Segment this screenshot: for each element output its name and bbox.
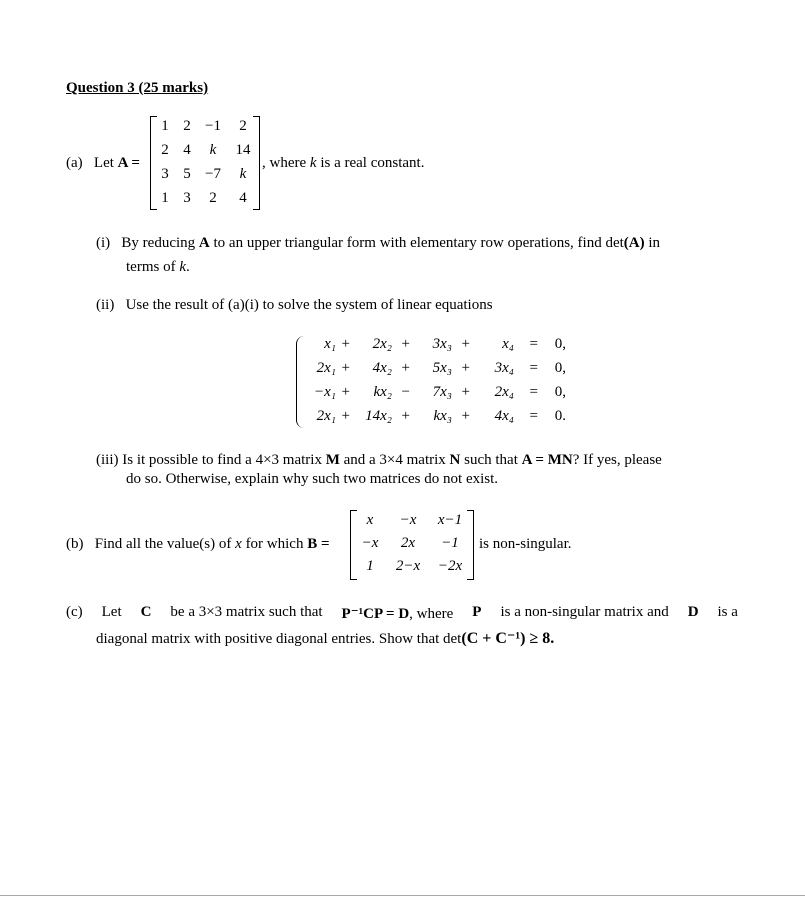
system-cell: +: [461, 336, 470, 352]
part-c-t1: Let: [101, 604, 122, 620]
matrix-A-cell: k: [209, 142, 217, 158]
part-a-iii-t4: ? If yes, please: [572, 452, 662, 468]
system-cell: 0,: [554, 336, 566, 352]
system-cell: 2x₁: [316, 360, 336, 376]
part-c-t5: is a: [717, 604, 738, 620]
part-c-line2: [96, 628, 554, 648]
part-a-i-period: .: [186, 259, 190, 275]
matrix-A: [150, 116, 260, 210]
matrix-A-cell: 1: [161, 118, 169, 134]
part-a-i-text1: By reducing: [121, 235, 196, 251]
part-c-eq: P⁻¹CP = D: [341, 606, 410, 622]
matrix-A-right-bracket: [253, 116, 260, 210]
system-cell: 3x₄: [494, 360, 514, 376]
part-a-iii-t2: and a 3×4 matrix: [343, 452, 446, 468]
system-cell: +: [401, 336, 410, 352]
part-c-expr: (C + C⁻¹) ≥ 8.: [461, 630, 555, 647]
part-a-iii-t1: Is it possible to find a 4×3 matrix: [122, 452, 322, 468]
matrix-A-cell: 2: [161, 142, 169, 158]
part-a-i-text2: to an upper triangular form with elementary row operations, find det: [213, 235, 624, 251]
system-cell: +: [401, 408, 410, 424]
system-cell: −x₁: [314, 384, 336, 400]
matrix-B-cell: −1: [441, 535, 459, 551]
matrix-B-cell: −x: [361, 535, 379, 551]
part-a-i-line1: [96, 235, 660, 252]
part-a-where: , where: [262, 155, 307, 171]
part-b-B-eq: B =: [307, 536, 330, 552]
part-a-i-text4: terms of: [126, 259, 176, 275]
system-cell: 2x₄: [494, 384, 514, 400]
part-c-C: C: [140, 604, 152, 620]
matrix-A-cell: 14: [235, 142, 251, 158]
part-c-P: P: [472, 604, 482, 620]
part-a-i-label: (i): [96, 235, 111, 251]
part-b-label: (b): [66, 536, 84, 552]
matrix-B-cell: x−1: [437, 512, 463, 528]
part-a-ii-text: Use the result of (a)(i) to solve the system of linear equations: [125, 297, 493, 313]
part-b-t1: Find all the value(s) of: [94, 536, 232, 552]
part-a-i-detA: (A): [623, 235, 645, 251]
system-cell: x₄: [502, 336, 514, 352]
matrix-B-cell: −2x: [437, 558, 463, 574]
part-c-line2-text: diagonal matrix with positive diagonal entries. Show that det: [96, 631, 462, 647]
matrix-A-cell: −1: [205, 118, 221, 134]
system-cell: x₁: [324, 336, 336, 352]
system-cell: +: [461, 408, 470, 424]
system-cell: 7x₃: [432, 384, 452, 400]
matrix-A-cell: 5: [183, 166, 191, 182]
system-cell: 0,: [554, 384, 566, 400]
matrix-A-cell: 4: [183, 142, 191, 158]
system-cell: =: [529, 336, 538, 352]
part-c-D: D: [687, 604, 699, 620]
system-cell: +: [401, 360, 410, 376]
page-bottom-edge: [0, 895, 805, 896]
part-c-line1: [66, 604, 738, 623]
part-a-iii-eq: A = MN: [521, 452, 573, 468]
system-cell: =: [529, 384, 538, 400]
system-cell: =: [529, 360, 538, 376]
matrix-B-cell: 2−x: [395, 558, 421, 574]
system-cell: 0.: [554, 408, 566, 424]
linear-system: [296, 334, 586, 430]
part-a-i-k: k: [179, 259, 186, 275]
matrix-B-cell: −x: [399, 512, 417, 528]
matrix-B: [350, 510, 474, 580]
matrix-A-cell: 1: [161, 190, 169, 206]
part-a-A-eq: A =: [117, 155, 140, 171]
system-cell: 0,: [554, 360, 566, 376]
part-b-t2: for which: [245, 536, 304, 552]
part-a-iii-line2: do so. Otherwise, explain why such two matrices do not exist.: [126, 471, 499, 487]
system-cell: 5x₃: [432, 360, 452, 376]
system-cell: +: [341, 360, 350, 376]
matrix-B-cell: 2x: [400, 535, 416, 551]
part-a-constant: is a real constant.: [320, 155, 425, 171]
system-cell: 4x₂: [372, 360, 392, 376]
part-a-k: k: [309, 155, 317, 171]
matrix-A-cell: 3: [161, 166, 169, 182]
matrix-A-cell: k: [239, 166, 247, 182]
system-cell: +: [341, 408, 350, 424]
system-cell: +: [341, 336, 350, 352]
matrix-A-cell: 2: [239, 118, 247, 134]
part-a-ii-label: (ii): [96, 297, 115, 313]
system-cell: +: [461, 384, 470, 400]
part-b-x: x: [235, 536, 242, 552]
part-a-i-A: A: [198, 235, 210, 251]
system-cell: 4x₄: [494, 408, 514, 424]
system-cell: 2x₂: [372, 336, 392, 352]
question-title: Question 3 (25 marks): [66, 80, 209, 96]
matrix-A-cell: 3: [183, 190, 191, 206]
part-a-line: [66, 155, 140, 172]
matrix-B-cell: 1: [366, 558, 374, 574]
part-c-t3: , where: [409, 606, 454, 622]
system-cell: 3x₃: [432, 336, 452, 352]
part-a-iii-label: (iii): [96, 452, 119, 468]
matrix-B-cell: x: [366, 512, 374, 528]
matrix-A-cell: 2: [209, 190, 217, 206]
part-b-line: [66, 536, 330, 553]
part-a-ii-line: [96, 297, 493, 314]
part-a-iii-t3: such that: [464, 452, 518, 468]
system-cell: +: [341, 384, 350, 400]
system-cell: +: [461, 360, 470, 376]
part-c-t2: be a 3×3 matrix such that: [170, 604, 323, 620]
matrix-A-cell: −7: [205, 166, 221, 182]
part-a-iii-line1: [96, 452, 662, 469]
part-c-t4: is a non-singular matrix and: [500, 604, 669, 620]
system-cell: −: [401, 384, 410, 400]
part-a-where-line: [262, 155, 424, 172]
system-cell: 14x₂: [365, 408, 392, 424]
system-cell: kx₂: [373, 384, 392, 400]
part-a-label: (a): [66, 155, 83, 171]
part-a-i-line2: [126, 259, 190, 276]
part-a-i-text3: in: [648, 235, 661, 251]
matrix-A-cell: 4: [239, 190, 247, 206]
part-a-iii-M: M: [325, 452, 340, 468]
part-a-let: Let: [93, 155, 114, 171]
part-b-suffix: is non-singular.: [479, 536, 572, 552]
part-c-label: (c): [66, 604, 83, 620]
system-cell: kx₃: [433, 408, 452, 424]
system-cell: =: [529, 408, 538, 424]
matrix-A-cell: 2: [183, 118, 191, 134]
part-a-iii-N: N: [449, 452, 461, 468]
system-cell: 2x₁: [316, 408, 336, 424]
matrix-B-right-bracket: [467, 510, 474, 580]
